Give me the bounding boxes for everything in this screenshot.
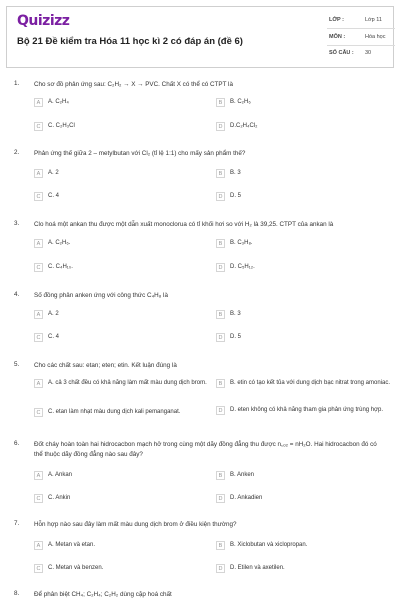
question-count-value: 30 <box>365 50 372 56</box>
option-letter-box: B <box>216 310 225 319</box>
option-letter-box: C <box>34 564 43 573</box>
option-letter-box: A <box>34 541 43 550</box>
option-letter-box: C <box>34 494 43 503</box>
question-number: 2. <box>14 149 20 156</box>
question-text: Cho sơ đồ phản ứng sau: C₂H₂ → X → PVC. Chất X có thể có CTPT là <box>34 81 233 88</box>
option-text: B. Anken <box>230 472 255 478</box>
meta-divider <box>327 45 395 46</box>
option-text: D. Etilen và axetilen. <box>230 565 285 571</box>
option-text: D. Ankadien <box>230 495 263 501</box>
option-text: D. eten không có khả năng tham gia phản ứng trùng hợp. <box>230 407 384 413</box>
subject-value: Hóa học <box>365 34 386 40</box>
option-letter-box: C <box>34 122 43 131</box>
option-text: A. 2 <box>48 311 59 317</box>
worksheet-header <box>6 6 394 68</box>
option-letter-box: B <box>216 169 225 178</box>
question-number: 5. <box>14 361 20 368</box>
question-number: 3. <box>14 220 20 227</box>
question-number: 7. <box>14 520 20 527</box>
class-label: LỚP : <box>329 17 344 23</box>
option-text: A. 2 <box>48 170 59 176</box>
option-text: A. C₂H₆. <box>48 240 71 246</box>
option-text: B. 3 <box>230 170 241 176</box>
question-text: Clo hoá một ankan thu được một dẫn xuất monoclorua có tỉ khối hơi so với H₂ là 39,25. CTPT của ankan là <box>34 221 334 228</box>
option-text: A. Metan và etan. <box>48 542 96 548</box>
option-letter-box: C <box>34 263 43 272</box>
option-text: D. 5 <box>230 193 242 199</box>
option-letter-box: B <box>216 541 225 550</box>
option-letter-box: C <box>34 333 43 342</box>
question-number: 4. <box>14 291 20 298</box>
class-value: Lớp 11 <box>365 17 382 23</box>
option-letter-box: A <box>34 310 43 319</box>
option-letter-box: B <box>216 98 225 107</box>
question-number: 8. <box>14 590 20 597</box>
option-text: B. Xiclobutan và xiclopropan. <box>230 542 308 548</box>
option-text: A. Ankan <box>48 472 73 478</box>
option-text: C. C₄H₁₀. <box>48 264 73 270</box>
question-count-label: SỐ CÂU : <box>329 50 354 56</box>
subject-label: MÔN : <box>329 34 346 40</box>
question-number: 6. <box>14 440 20 447</box>
option-letter-box: D <box>216 564 225 573</box>
option-text: C. Metan và benzen. <box>48 565 104 571</box>
option-text: C. C₂H₃Cl <box>48 123 75 129</box>
option-text: B. etin có tạo kết tủa với dung dịch bạc nitrat trong amoniac. <box>230 380 391 386</box>
option-text: C. 4 <box>48 193 60 199</box>
question-text: Phản ứng thế giữa 2 – metylbutan với Cl₂ (tỉ lệ 1:1) cho mấy sản phẩm thế? <box>34 150 246 157</box>
meta-divider <box>327 28 395 29</box>
option-text: D.C₂H₄Cl₂ <box>230 123 258 129</box>
option-text: B. C₃H₈. <box>230 240 253 246</box>
option-text: C. 4 <box>48 334 60 340</box>
option-letter-box: A <box>34 379 43 388</box>
option-letter-box: A <box>34 169 43 178</box>
option-letter-box: D <box>216 263 225 272</box>
option-letter-box: A <box>34 471 43 480</box>
option-text: A. cả 3 chất đều có khả năng làm mất màu dung dịch brom. <box>48 380 207 386</box>
option-letter-box: C <box>34 408 43 417</box>
question-number: 1. <box>14 80 20 87</box>
option-letter-box: B <box>216 471 225 480</box>
option-text: D. C₅H₁₂. <box>230 264 255 270</box>
question-text: Để phân biệt CH₄; C₂H₄; C₂H₂ dùng cặp hoá chất <box>34 591 172 598</box>
document-title: Bộ 21 Đề kiểm tra Hóa 11 học kì 2 có đáp án (đề 6) <box>17 36 243 47</box>
option-text: A. C₂H₄ <box>48 99 69 105</box>
option-letter-box: A <box>34 239 43 248</box>
option-letter-box: B <box>216 379 225 388</box>
option-text: C. Ankin <box>48 495 71 501</box>
option-letter-box: C <box>34 192 43 201</box>
option-letter-box: D <box>216 192 225 201</box>
question-text: Đốt cháy hoàn toàn hai hidrocacbon mạch hở trong cùng một dãy đồng đẳng thu được n꜀ₒ₂ = nH₂O. Hai hidrocacbon đó có thể thuộc dãy đồng đẳng nào sau đây? <box>34 441 377 458</box>
option-text: B. 3 <box>230 311 241 317</box>
option-letter-box: B <box>216 239 225 248</box>
option-letter-box: D <box>216 333 225 342</box>
option-text: B. C₂H₆ <box>230 99 251 105</box>
question-text: Hỗn hợp nào sau đây làm mất màu dung dịch brom ở điều kiện thường? <box>34 521 237 528</box>
option-text: C. etan làm nhạt màu dung dịch kali pemanganat. <box>48 409 181 415</box>
option-letter-box: D <box>216 494 225 503</box>
option-text: D. 5 <box>230 334 242 340</box>
option-letter-box: A <box>34 98 43 107</box>
question-text: Số đồng phân anken ứng với công thức C₄H₈ là <box>34 292 168 299</box>
quizizz-logo: Quizizz <box>17 13 70 29</box>
option-letter-box: D <box>216 122 225 131</box>
option-letter-box: D <box>216 406 225 415</box>
question-text: Cho các chất sau: etan; eten; etin. Kết luận đúng là <box>34 362 177 369</box>
